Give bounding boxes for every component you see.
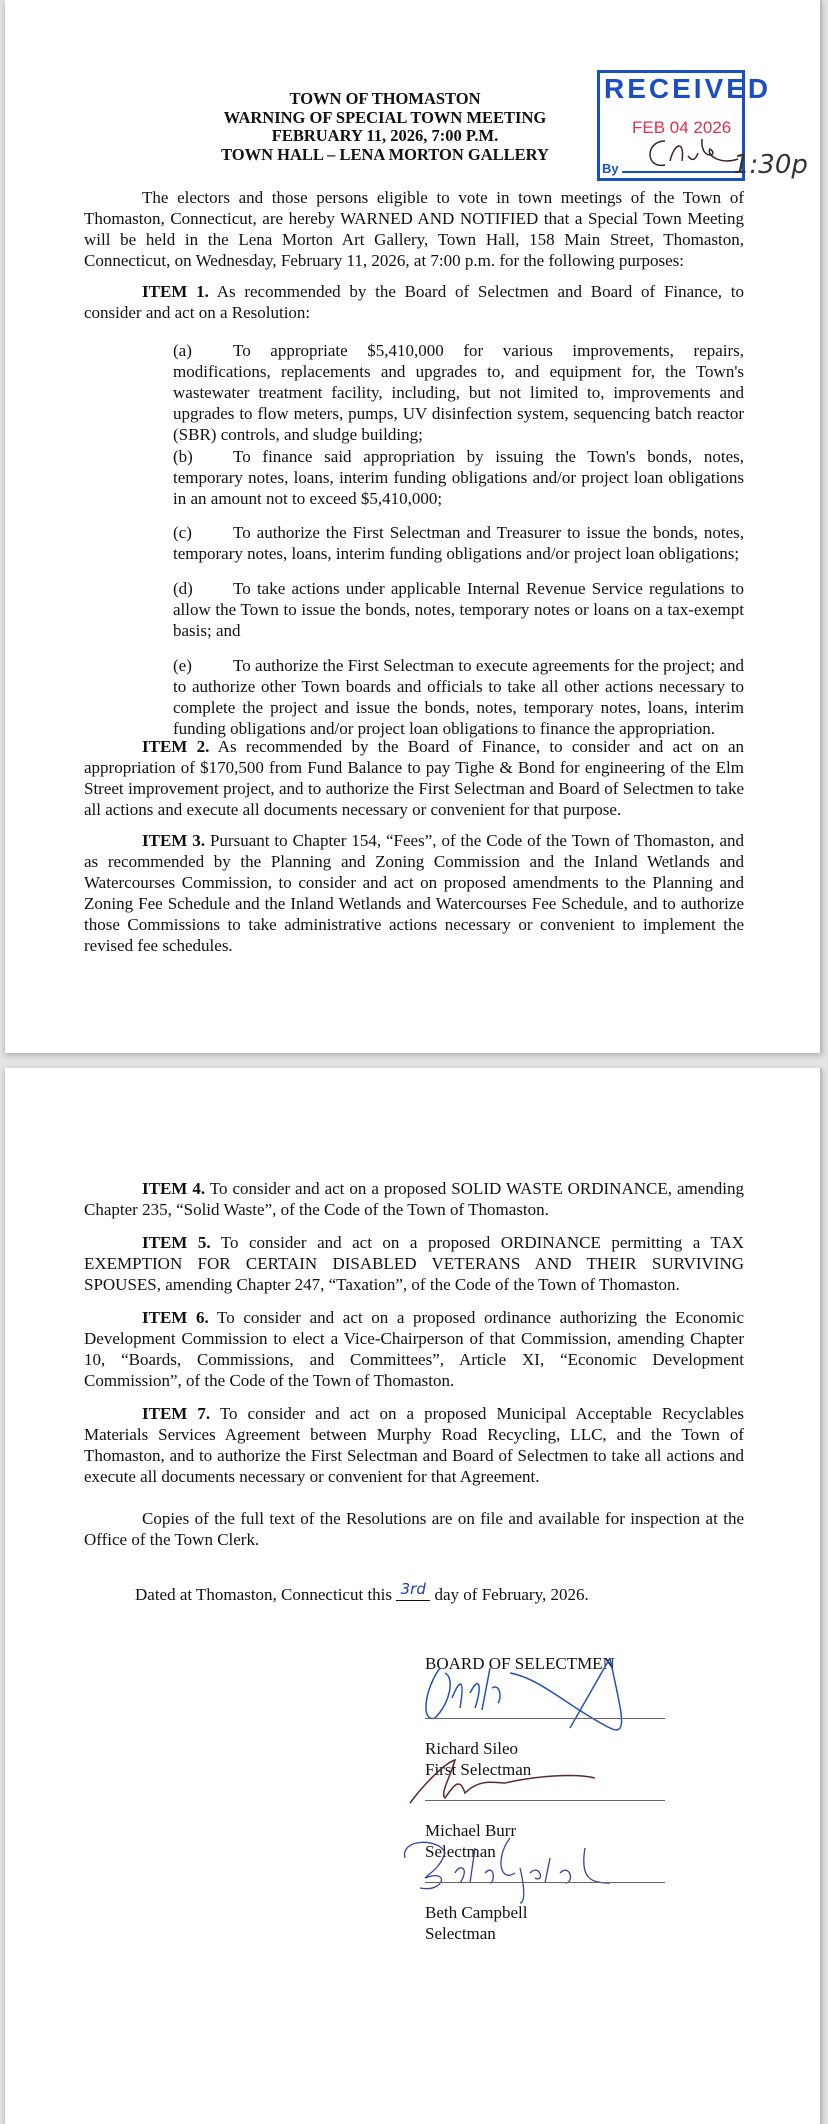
signatory-title: Selectman <box>425 1924 496 1943</box>
stamp-by: By <box>602 161 619 176</box>
subitem-text: To authorize the First Selectman to execute agreements for the project; and to authorize other Town boards and officials to take all other actions necessary to complete the project and issue the bonds, notes, temporary notes, loans, interim funding obligations and/or project loan obligations to finance the appropriation. <box>173 656 744 738</box>
item-7 <box>84 1403 744 1487</box>
document-page-2 <box>5 1068 822 2124</box>
board-heading: BOARD OF SELECTMEN <box>425 1654 615 1673</box>
signature-line <box>425 1718 665 1719</box>
document-title <box>165 90 605 164</box>
item-label: ITEM 2. <box>142 737 210 756</box>
subitem-text: To finance said appropriation by issuing the Town's bonds, notes, temporary notes, loans, interim funding obligations and/or project loan obligations in an amount not to exceed $5,410,000; <box>173 447 744 508</box>
title-line: WARNING OF SPECIAL TOWN MEETING <box>223 107 547 127</box>
item-label: ITEM 5. <box>142 1233 211 1252</box>
item-text: To consider and act on a proposed Municipal Acceptable Recyclables Materials Services Agreement between Murphy Road Recycling, LLC, and the Town of Thomaston, and to authorize the First Selectman and Board of Selectmen to take all actions and execute all documents necessary or convenient for that Agreement. <box>84 1404 744 1486</box>
dated-suffix: day of February, 2026. <box>434 1585 589 1604</box>
title-line: FEBRUARY 11, 2026, 7:00 P.M. <box>271 126 499 145</box>
subitem-a <box>173 340 744 445</box>
item-label: ITEM 7. <box>142 1404 211 1423</box>
dated-line <box>135 1580 755 1607</box>
item-label: ITEM 6. <box>142 1308 209 1327</box>
signature-line <box>425 1800 665 1801</box>
signatory-3 <box>425 1902 527 1944</box>
signatory-title: First Selectman <box>425 1760 532 1779</box>
subitem-text: To authorize the First Selectman and Treasurer to issue the bonds, notes, temporary notes, loans, interim funding obligations and/or project loan obligations; <box>173 523 744 563</box>
item-2 <box>84 736 744 820</box>
subitem-e <box>173 655 744 739</box>
item-4 <box>84 1178 744 1220</box>
item-text: As recommended by the Board of Finance, to consider and act on an appropriation of $170,500 from Fund Balance to pay Tighe & Bond for engineering of the Elm Street improvement project, and to authorize the First Selectman and Board of Selectmen to take all actions and execute all documents necessary or convenient for that purpose. <box>84 737 744 819</box>
subitem-label: (b) <box>173 447 193 466</box>
stamp-label: RECEIVED <box>604 73 772 104</box>
subitem-d <box>173 578 744 641</box>
title-line: TOWN HALL – LENA MORTON GALLERY <box>221 144 549 164</box>
subitem-text: To appropriate $5,410,000 for various improvements, repairs, modifications, replacements and upgrades to, and equipment for, the Town's wastewater treatment facility, including, but not limited to, improvements and upgrades to flow meters, pumps, UV disinfection system, sequencing batch reactor (SBR) controls, and sludge building; <box>173 341 744 444</box>
signature-line <box>425 1882 665 1883</box>
subitem-c <box>173 522 744 564</box>
item-label: ITEM 3. <box>142 831 206 850</box>
item-1 <box>84 281 744 323</box>
subitem-label: (d) <box>173 579 193 598</box>
subitem-text: To take actions under applicable Internal Revenue Service regulations to allow the Town to issue the bonds, notes, temporary notes or loans on a tax-exempt basis; and <box>173 579 744 640</box>
subitem-label: (e) <box>173 656 192 675</box>
handwritten-time: 1:30p <box>733 150 808 180</box>
item-text: To consider and act on a proposed SOLID WASTE ORDINANCE, amending Chapter 235, “Solid Waste”, of the Code of the Town of Thomaston. <box>84 1179 744 1219</box>
title-line: TOWN OF THOMASTON <box>289 89 481 108</box>
dated-day-handwritten: 3rd <box>396 1579 430 1601</box>
item-text: To consider and act on a proposed ORDINANCE permitting a TAX EXEMPTION FOR CERTAIN DISABLED VETERANS AND THEIR SURVIVING SPOUSES, amending Chapter 247, “Taxation”, of the Code of the Town of Thomaston. <box>84 1233 745 1294</box>
item-text: To consider and act on a proposed ordinance authorizing the Economic Development Commission to elect a Vice-Chairperson of that Commission, amending Chapter 10, “Boards, Commissions, and Committees”, Article XI, “Economic Development Commission”, of the Code of the Town of Thomaston. <box>84 1308 744 1390</box>
clerk-signature <box>640 131 740 171</box>
intro-paragraph: The electors and those persons eligible to vote in town meetings of the Town of Thomaston, Connecticut, are hereby WARNED AND NOTIFIED that a Special Town Meeting will be held in the Lena Morton Art Gallery, Town Hall, 158 Main Street, Thomaston, Connecticut, on Wednesday, February 11, 2026, at 7:00 p.m. for the following purposes: <box>84 188 744 270</box>
item-label: ITEM 1. <box>142 282 209 301</box>
subitem-b <box>173 446 744 509</box>
signature-richard-sileo <box>420 1648 650 1738</box>
signatory-title: Selectman <box>425 1842 496 1861</box>
item-text: As recommended by the Board of Selectmen and Board of Finance, to consider and act on a Resolution: <box>84 282 745 322</box>
document-page-1 <box>5 0 822 1053</box>
item-5 <box>84 1232 744 1295</box>
item-6 <box>84 1307 744 1391</box>
subitem-label: (c) <box>173 523 192 542</box>
signatory-name: Richard Sileo <box>425 1739 519 1758</box>
copies-paragraph: Copies of the full text of the Resolutions are on file and available for inspection at the Office of the Town Clerk. <box>84 1509 744 1549</box>
signatory-name: Michael Burr <box>425 1821 517 1840</box>
item-3 <box>84 830 744 956</box>
stamp-date: FEB 04 2026 <box>632 118 732 137</box>
item-label: ITEM 4. <box>142 1179 206 1198</box>
stamp-signature-line <box>622 171 738 173</box>
item-text: Pursuant to Chapter 154, “Fees”, of the Code of the Town of Thomaston, and as recommended by the Planning and Zoning Commission and the Inland Wetlands and Watercourses Commission, to consider and act on proposed amendments to the Planning and Zoning Fee Schedule and the Inland Wetlands and Watercourses Fee Schedule, and to authorize those Commissions to take administrative actions necessary or convenient to implement the revised fee schedules. <box>84 831 744 955</box>
signature-beth-campbell <box>400 1828 640 1908</box>
signatory-name: Beth Campbell <box>425 1903 528 1922</box>
subitem-label: (a) <box>173 341 192 360</box>
dated-prefix: Dated at Thomaston, Connecticut this <box>135 1585 393 1604</box>
